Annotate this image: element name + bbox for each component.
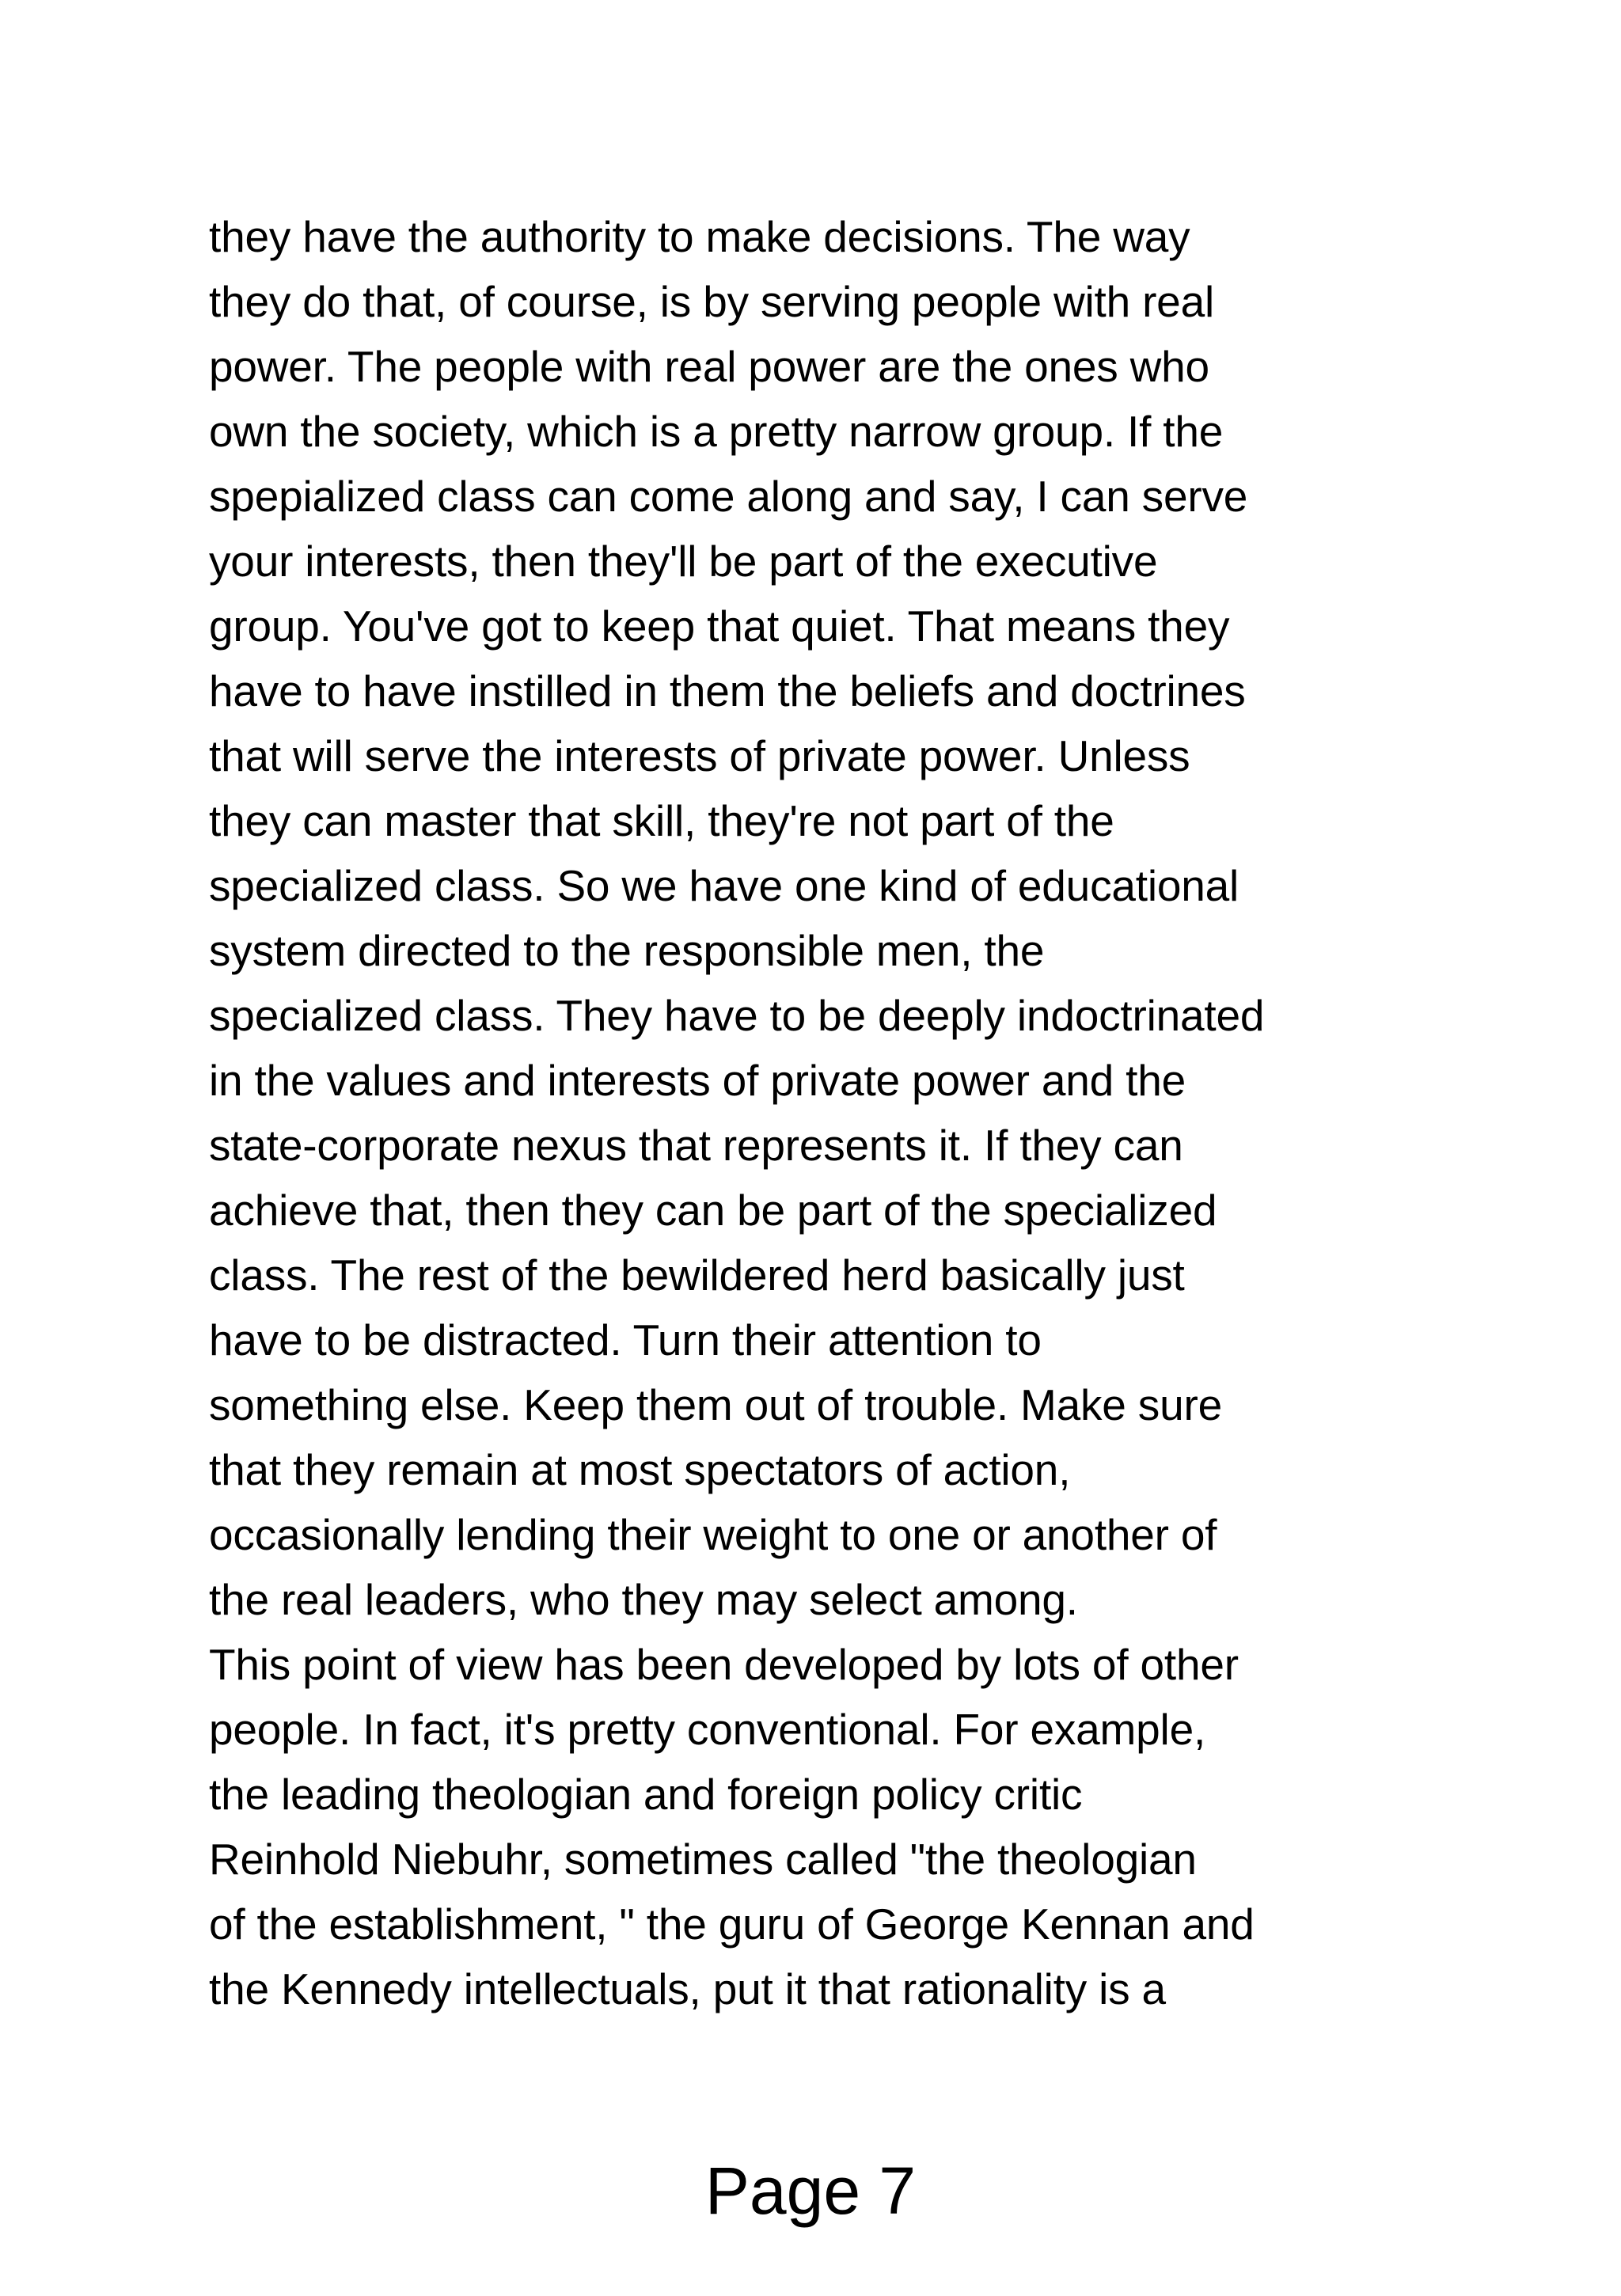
text-line: own the society, which is a pretty narrow group. If the <box>209 407 1224 456</box>
text-line: specialized class. So we have one kind of educational <box>209 861 1239 910</box>
text-line: specialized class. They have to be deeply indoctrinated <box>209 991 1265 1040</box>
text-line: occasionally lending their weight to one or another of <box>209 1510 1217 1559</box>
text-line: Reinhold Niebuhr, sometimes called "the theologian <box>209 1835 1197 1884</box>
text-line: the leading theologian and foreign policy critic <box>209 1770 1083 1819</box>
text-line: in the values and interests of private power and the <box>209 1056 1186 1105</box>
text-line: have to have instilled in them the beliefs and doctrines <box>209 666 1246 715</box>
text-line: that they remain at most spectators of action, <box>209 1445 1071 1494</box>
text-line: have to be distracted. Turn their attention to <box>209 1315 1042 1364</box>
text-line: something else. Keep them out of trouble. Make sure <box>209 1380 1222 1429</box>
text-line: state-corporate nexus that represents it. If they can <box>209 1121 1183 1170</box>
text-line: they have the authority to make decisions. The way <box>209 212 1190 261</box>
text-line: the Kennedy intellectuals, put it that rationality is a <box>209 1964 1166 2013</box>
text-line: of the establishment, " the guru of George Kennan and <box>209 1899 1255 1949</box>
text-line: power. The people with real power are the ones who <box>209 342 1209 391</box>
body-text <box>209 204 1444 2021</box>
text-line: class. The rest of the bewildered herd basically just <box>209 1250 1185 1300</box>
text-line: that will serve the interests of private power. Unless <box>209 731 1190 780</box>
text-line: group. You've got to keep that quiet. That means they <box>209 602 1230 651</box>
text-line: your interests, then they'll be part of the executive <box>209 537 1158 586</box>
text-line: This point of view has been developed by lots of other <box>209 1640 1239 1689</box>
text-line: they can master that skill, they're not part of the <box>209 796 1114 845</box>
text-line: they do that, of course, is by serving people with real <box>209 277 1214 326</box>
text-line: people. In fact, it's pretty conventional. For example, <box>209 1705 1206 1754</box>
text-line: system directed to the responsible men, the <box>209 926 1045 975</box>
text-line: spepialized class can come along and say, I can serve <box>209 472 1248 521</box>
page-number: Page 7 <box>704 2154 917 2228</box>
text-line: the real leaders, who they may select among. <box>209 1575 1078 1624</box>
text-line: achieve that, then they can be part of the specialized <box>209 1186 1217 1235</box>
